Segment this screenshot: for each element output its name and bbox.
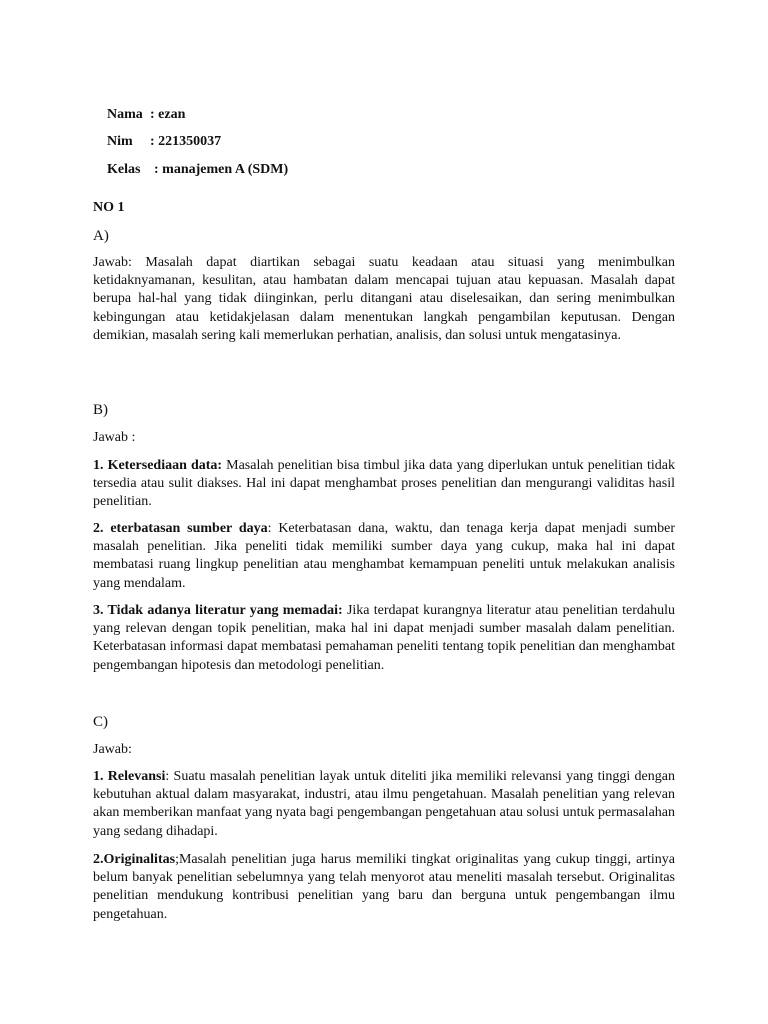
item-title: 2. eterbatasan sumber daya xyxy=(93,521,268,536)
item-text: : Suatu masalah penelitian layak untuk diteliti jika memiliki relevansi yang tinggi dengan kebutuhan aktual dalam masyarakat, industri, atau ilmu pengetahuan. Masalah penelitian yang relevan akan memberikan manfaat yang nyata bagi pengembangan pengetahuan atau solusi untuk permasalahan yang sedang dihadapi. xyxy=(93,769,675,839)
part-c-item-2 xyxy=(93,851,675,924)
item-title: 1. Ketersediaan data: xyxy=(93,458,223,473)
kelas-label: Kelas xyxy=(107,162,141,178)
part-b-label: B) xyxy=(93,402,108,418)
kelas-line xyxy=(93,143,288,198)
nim-label: Nim xyxy=(107,134,133,150)
part-b-item-2 xyxy=(93,520,675,593)
item-text: Jika terdapat kurangnya literatur atau penelitian terdahulu yang relevan dengan topik penelitian, maka hal ini dapat menjadi sumber masalah dalam penelitian. Keterbatasan informasi dapat membatasi pemahaman peneliti tentang topik penelitian dan menghambat pengembangan hipotesis dan metodologi penelitian. xyxy=(93,603,675,673)
part-a-label: A) xyxy=(93,228,109,244)
question-heading: NO 1 xyxy=(93,200,125,215)
item-title: 2.Originalitas xyxy=(93,852,176,867)
part-c-jawab: Jawab: xyxy=(93,742,132,757)
kelas-value: : manajemen A (SDM) xyxy=(154,162,289,178)
document-page xyxy=(93,0,675,1024)
part-c-label: C) xyxy=(93,714,108,730)
part-b-item-1 xyxy=(93,457,675,512)
item-title: 1. Relevansi xyxy=(93,769,166,784)
nama-label: Nama xyxy=(107,107,143,123)
part-b-item-3 xyxy=(93,602,675,675)
part-a-answer: Jawab: Masalah dapat diartikan sebagai suatu keadaan atau situasi yang menimbulkan ketidaknyamanan, kesulitan, atau hambatan dalam mencapai tujuan atau kepuasan. Masalah dapat berupa hal-hal yang tidak diinginkan, perlu ditangani atau diselesaikan, dan sering menimbulkan kebingungan atau ketidakjelasan dalam menentukan langkah pengambilan keputusan. Dengan demikian, masalah sering kali memerlukan perhatian, analisis, dan solusi untuk mengatasinya. xyxy=(93,255,675,343)
item-title: 3. Tidak adanya literatur yang memadai: xyxy=(93,603,343,618)
part-b-jawab: Jawab : xyxy=(93,430,136,445)
nim-value: : 221350037 xyxy=(150,134,222,150)
item-text: Masalah penelitian bisa timbul jika data yang diperlukan untuk penelitian tidak tersedia atau sulit diakses. Hal ini dapat menghambat proses penelitian dan mengurangi validitas hasil penelitian. xyxy=(93,458,675,510)
nama-value: : ezan xyxy=(150,107,186,123)
part-c-item-1 xyxy=(93,768,675,841)
item-text: : Keterbatasan dana, waktu, dan tenaga kerja dapat menjadi sumber masalah penelitian. Jika peneliti tidak memiliki sumber daya yang cukup, maka hal ini dapat membatasi ruang lingkup penelitian atau menghambat kemampuan peneliti untuk melakukan analisis yang mendalam. xyxy=(93,521,675,591)
item-text: ;Masalah penelitian juga harus memiliki tingkat originalitas yang cukup tinggi, artinya belum banyak penelitian sebelumnya yang telah menyorot atau meneliti masalah tersebut. Originalitas penelitian mendukung kontribusi penelitian yang baru dan berguna untuk pengembangan ilmu pengetahuan. xyxy=(93,852,675,922)
